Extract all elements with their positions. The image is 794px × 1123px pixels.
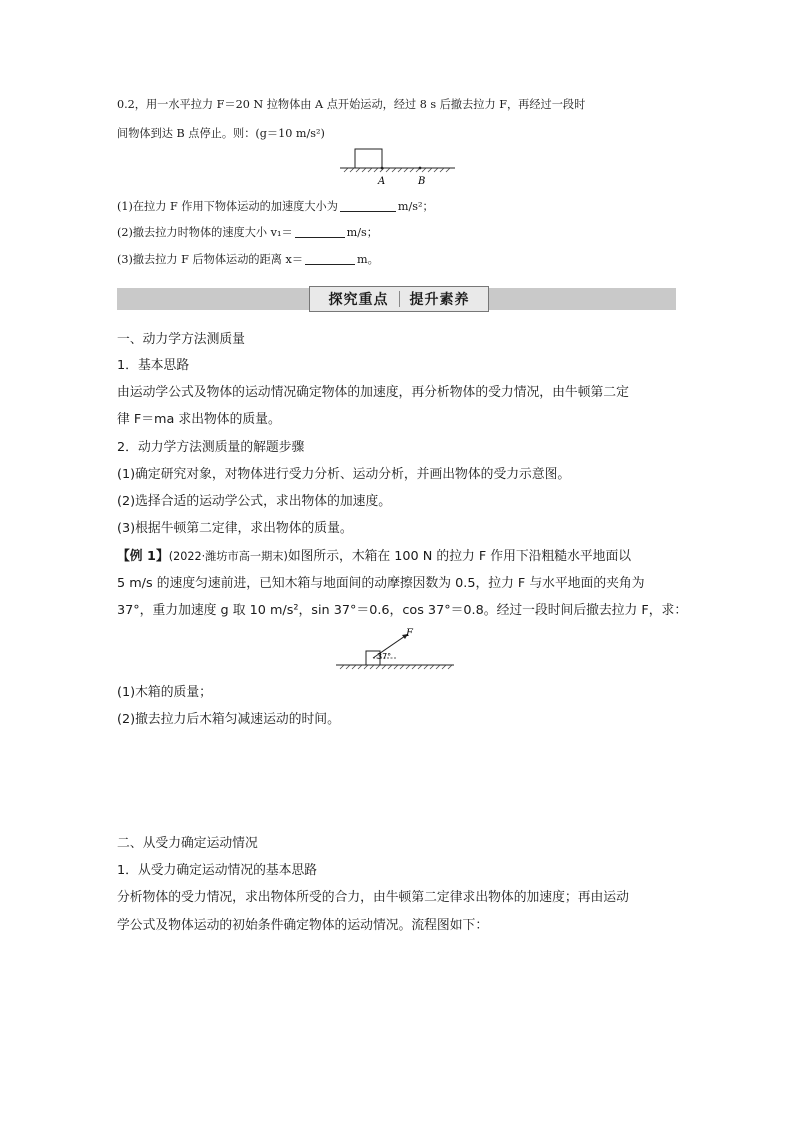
section-2-paragraph-line-2: 学公式及物体运动的初始条件确定物体的运动情况。流程图如下： [117,918,489,933]
label-f: F [406,628,413,639]
example-1-source: (2022·潍坊市高一期末) [168,550,288,563]
question-2-text: (2)撤去拉力时物体的速度大小 v₁＝ [117,226,293,239]
answer-blank-2[interactable] [295,225,345,238]
question-3-unit: m。 [357,253,379,266]
question-3-text: (3)撤去拉力 F 后物体运动的距离 x＝ [117,253,304,266]
section-2-subheading-1: 1．从受力确定运动情况的基本思路 [117,863,318,878]
section-2-title: 二、从受力确定运动情况 [117,836,258,851]
section-1-subheading-1: 1．基本思路 [117,358,190,373]
section-1-subheading-2: 2．动力学方法测质量的解题步骤 [117,440,305,455]
example-1-line-3: 37°，重力加速度 g 取 10 m/s²，sin 37°＝0.6，cos 37°＝0.8。经过一段时间后撤去拉力 F，求： [117,603,688,618]
block [355,149,382,168]
label-a: A [378,176,386,187]
crate-pull-figure [336,627,460,673]
answer-blank-3[interactable] [305,252,355,265]
step-2: (2)选择合适的运动学公式，求出物体的加速度。 [117,494,392,509]
question-2-unit: m/s； [346,226,378,239]
question-2 [117,224,378,242]
ground-hatching [340,665,452,669]
problem-line-1: 0.2，用一水平拉力 F＝20 N 拉物体由 A 点开始运动，经过 8 s 后撤去拉力 F，再经过一段时 [117,98,586,111]
section-1-title: 一、动力学方法测质量 [117,332,245,347]
ground-hatching [344,168,450,172]
step-3: (3)根据牛顿第二定律，求出物体的质量。 [117,521,353,536]
question-1-text: (1)在拉力 F 作用下物体运动的加速度大小为 [117,200,338,213]
banner-left-text: 探究重点 [328,292,389,308]
section-1-paragraph-line-1: 由运动学公式及物体的运动情况确定物体的加速度，再分析物体的受力情况，由牛顿第二定 [117,385,629,400]
example-1-line-1 [117,548,631,566]
banner-divider [399,291,400,307]
example-1-tag: 【例 1】 [117,549,169,564]
example-1-text-1: 如图所示，木箱在 100 N 的拉力 F 作用下沿粗糙水平地面以 [287,549,632,564]
section-banner [309,286,489,312]
question-3 [117,251,379,269]
label-b: B [418,176,426,187]
problem-line-2: 间物体到达 B 点停止。则：(g＝10 m/s²) [117,127,325,140]
question-1-unit: m/s²； [397,200,434,213]
example-1-line-2: 5 m/s 的速度匀速前进，已知木箱与地面间的动摩擦因数为 0.5，拉力 F 与水平地面的夹角为 [117,576,645,591]
example-1-question-1: (1)木箱的质量； [117,685,212,700]
point-a [381,167,384,170]
block-on-ground-figure [340,146,460,188]
label-angle: 37° [377,652,392,661]
step-1: (1)确定研究对象，对物体进行受力分析、运动分析，并画出物体的受力示意图。 [117,467,571,482]
example-1-question-2: (2)撤去拉力后木箱匀减速运动的时间。 [117,712,340,727]
banner-right-text: 提升素养 [409,292,470,308]
point-b [419,167,422,170]
section-1-paragraph-line-2: 律 F＝ma 求出物体的质量。 [117,412,281,427]
answer-blank-1[interactable] [340,199,396,212]
section-2-paragraph-line-1: 分析物体的受力情况，求出物体所受的合力，由牛顿第二定律求出物体的加速度；再由运动 [117,890,629,905]
question-1 [117,198,434,216]
